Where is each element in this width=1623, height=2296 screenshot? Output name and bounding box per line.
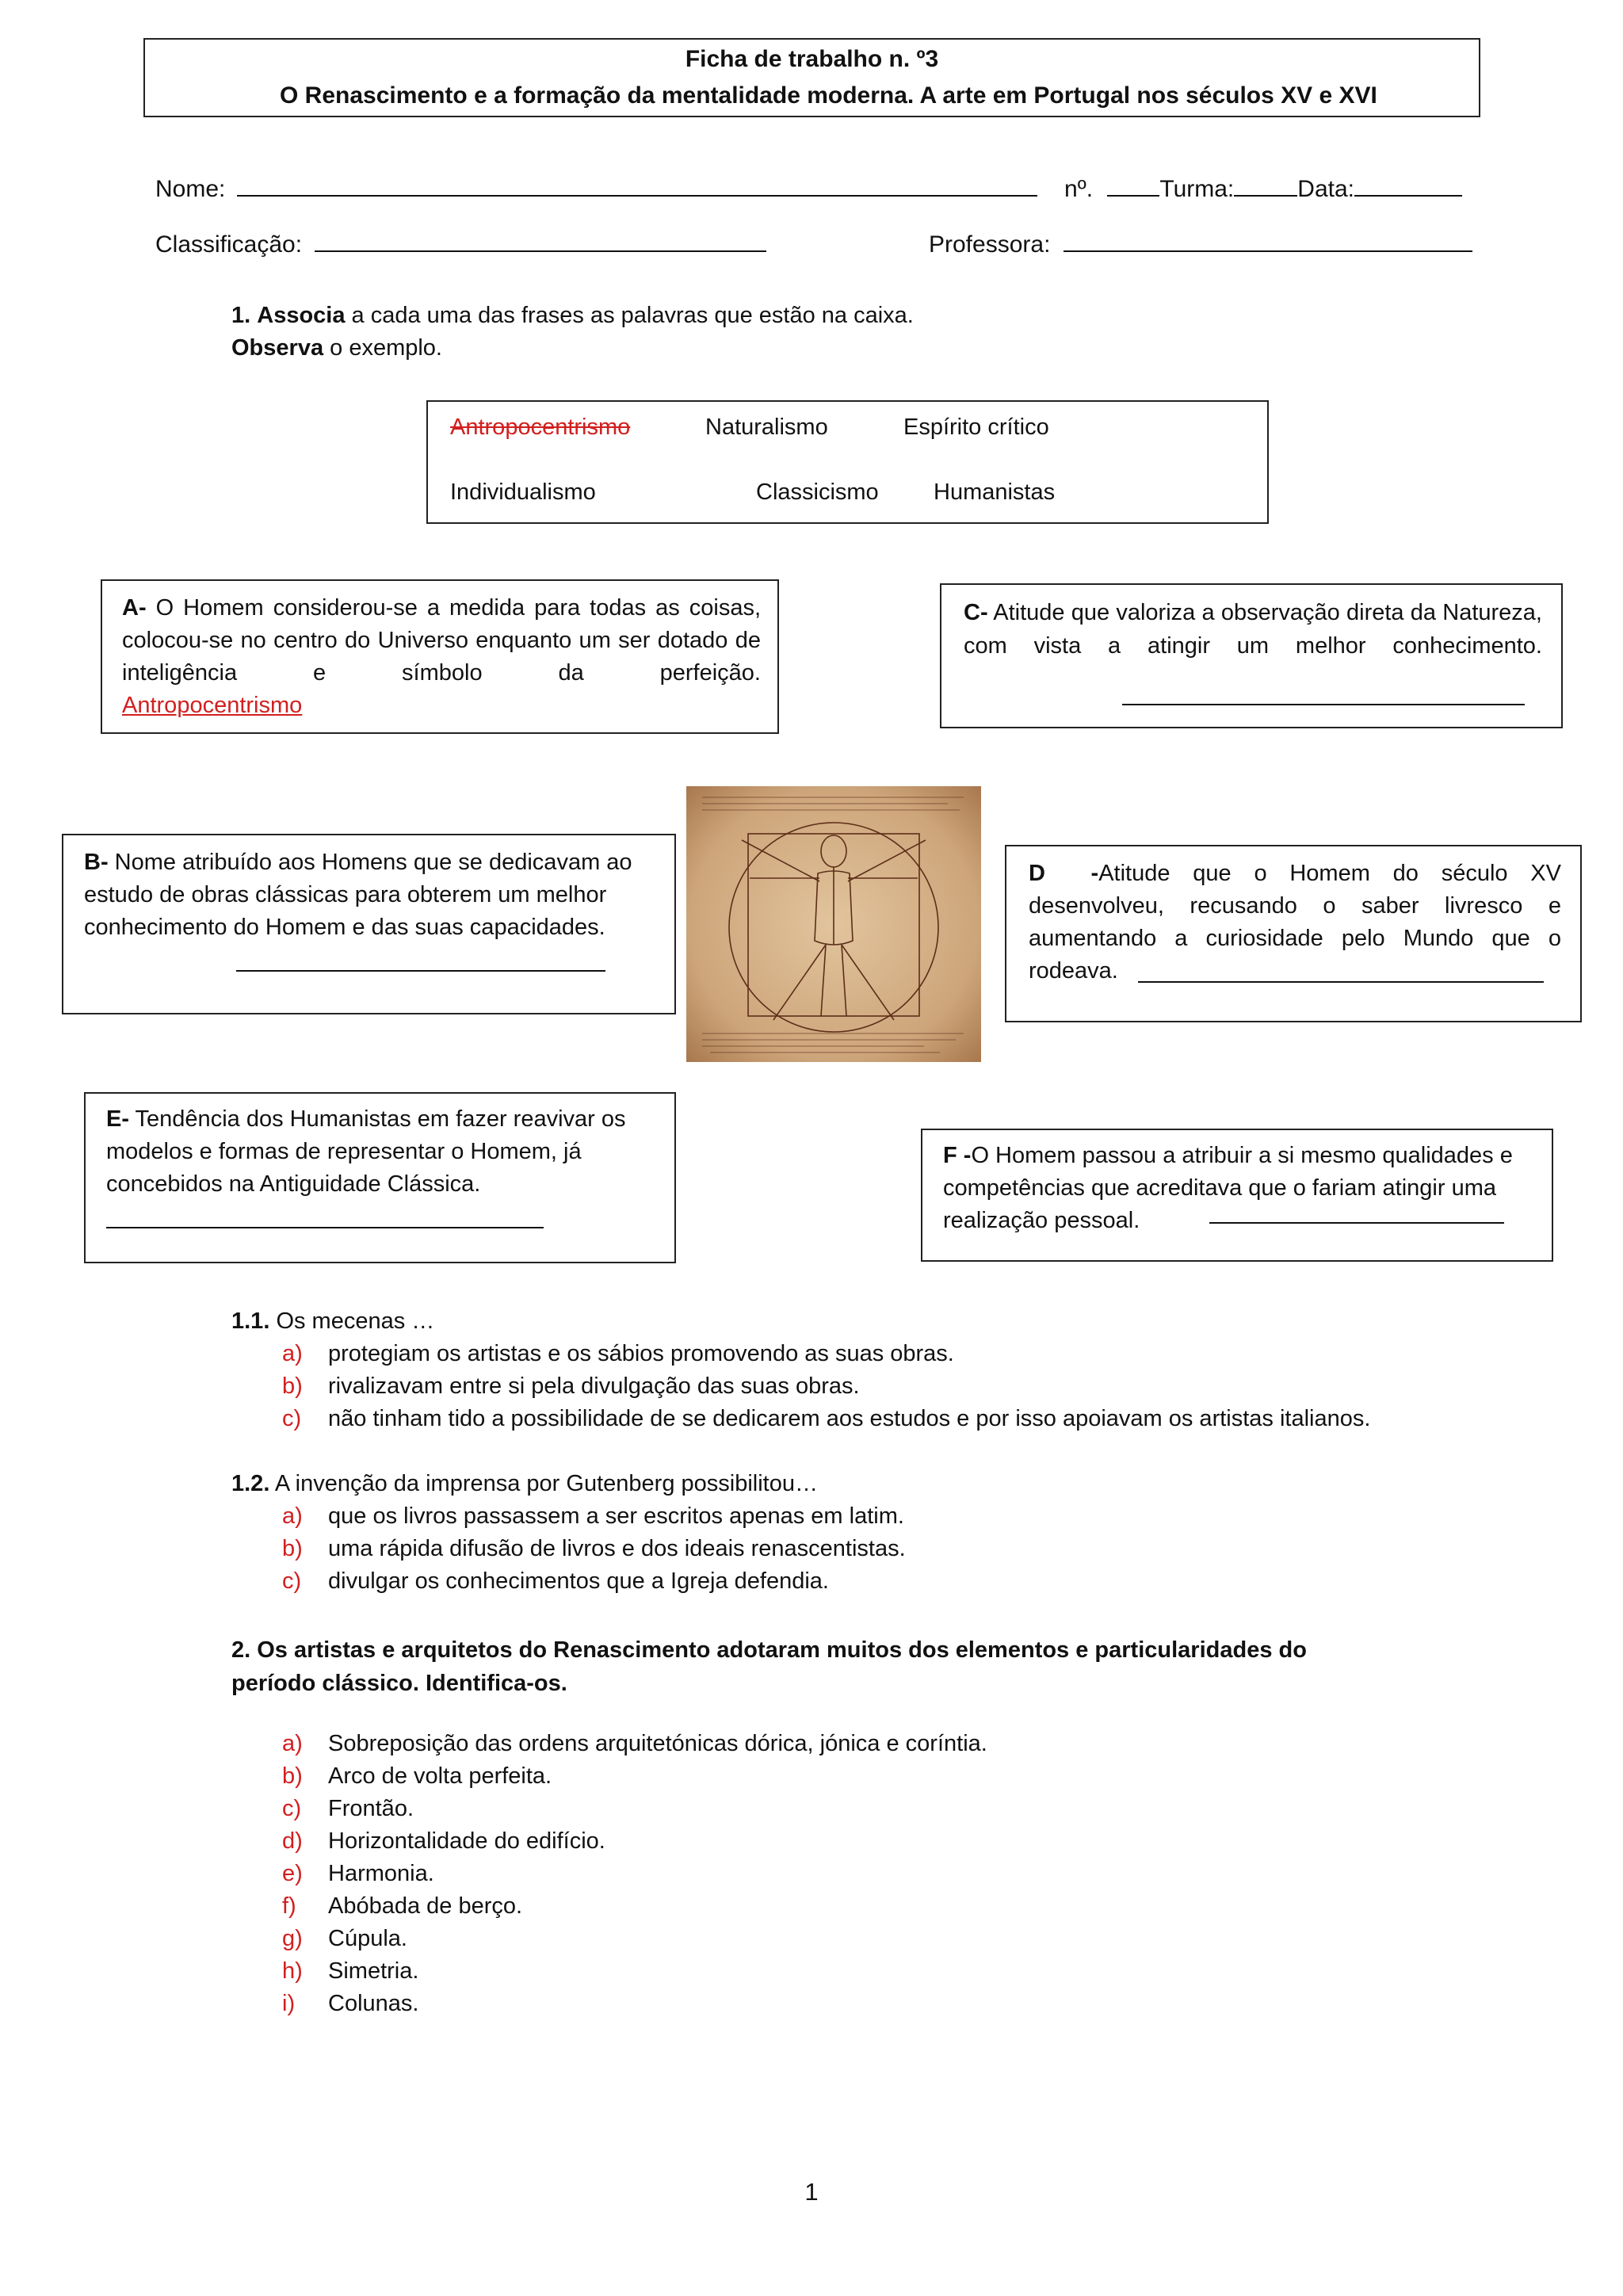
word-humanistas: Humanistas xyxy=(934,479,1056,505)
question-1-2-option-a[interactable]: a) que os livros passassem a ser escritos apenas em latim. xyxy=(282,1503,904,1529)
question-1-1-option-a[interactable]: a) protegiam os artistas e os sábios promovendo as suas obras. xyxy=(282,1341,954,1366)
card-c xyxy=(940,583,1563,728)
card-a-answer: Antropocentrismo xyxy=(122,693,303,718)
page-number: 1 xyxy=(804,2178,819,2206)
card-c-tag: C- xyxy=(964,600,988,625)
question-1-2-option-b[interactable]: b) uma rápida difusão de livros e dos ideais renascentistas. xyxy=(282,1536,906,1561)
word-individualismo: Individualismo xyxy=(450,479,596,505)
card-e-tag: E- xyxy=(106,1106,129,1132)
worksheet-header xyxy=(143,38,1480,117)
class-label: Turma: xyxy=(1159,176,1235,202)
question-1-1-option-b[interactable]: b) rivalizavam entre si pela divulgação das suas obras. xyxy=(282,1373,860,1399)
class-field[interactable] xyxy=(1234,174,1297,197)
grade-row xyxy=(155,230,766,258)
student-info-row xyxy=(155,174,1462,203)
question-1-instructions: 1. Associa a cada uma das frases as palavras que estão na caixa. Observa o exemplo. xyxy=(231,303,914,361)
teacher-field[interactable] xyxy=(1064,230,1472,252)
card-d-text: Atitude que o Homem do século XV desenvolveu, recusando o saber livresco e aumentando a curiosidade pelo Mundo que o rodeava. xyxy=(1029,861,1561,984)
question-2-option-d: d) Horizontalidade do edifício. xyxy=(282,1828,605,1854)
question-2-stem: 2. Os artistas e arquitetos do Renascimento adotaram muitos dos elementos e particularidades do período clássico. Identifica-os. xyxy=(231,1637,1307,1696)
card-f-text: O Homem passou a atribuir a si mesmo qualidades e competências que acreditava que o fariam atingir uma realização pessoal. xyxy=(943,1143,1513,1233)
question-1-1-stem: 1.1. Os mecenas … xyxy=(231,1308,435,1334)
question-1-2-option-c[interactable]: c) divulgar os conhecimentos que a Igreja defendia. xyxy=(282,1568,829,1594)
card-b-tag: B- xyxy=(84,850,109,875)
card-e-answer-field[interactable] xyxy=(106,1206,544,1228)
card-f-answer-field[interactable] xyxy=(1209,1201,1504,1224)
word-classicismo: Classicismo xyxy=(756,479,879,505)
name-label: Nome: xyxy=(155,176,226,202)
question-2-option-a: a) Sobreposição das ordens arquitetónicas dórica, jónica e coríntia. xyxy=(282,1731,987,1756)
card-a-tag: A- xyxy=(122,595,147,621)
card-b-text: Nome atribuído aos Homens que se dedicavam ao estudo de obras clássicas para obterem um melhor conhecimento do Homem e das suas capacidades. xyxy=(84,850,632,940)
card-e xyxy=(84,1092,676,1263)
grade-label: Classificação: xyxy=(155,231,303,258)
question-2-option-c: c) Frontão. xyxy=(282,1796,414,1821)
teacher-row xyxy=(929,230,1472,258)
card-b xyxy=(62,834,676,1014)
question-2-option-i: i) Colunas. xyxy=(282,1991,419,2016)
card-a-text: O Homem considerou-se a medida para todas as coisas, colocou-se no centro do Universo enquanto um ser dotado de inteligência e símbolo da perfeição. xyxy=(122,595,762,686)
question-2-option-g: g) Cúpula. xyxy=(282,1926,407,1951)
card-d xyxy=(1005,845,1582,1022)
question-2-option-e: e) Harmonia. xyxy=(282,1861,434,1886)
card-f xyxy=(921,1129,1553,1262)
question-1-2-stem: 1.2. A invenção da imprensa por Gutenberg possibilitou… xyxy=(231,1471,818,1496)
word-espirito-critico: Espírito crítico xyxy=(903,415,1049,440)
grade-field[interactable] xyxy=(315,230,766,252)
card-f-tag: F - xyxy=(943,1143,972,1168)
question-2-option-f: f) Abóbada de berço. xyxy=(282,1893,523,1919)
card-d-tag: D xyxy=(1029,861,1045,886)
word-box xyxy=(426,400,1269,524)
date-field[interactable] xyxy=(1354,174,1462,197)
card-b-answer-field[interactable] xyxy=(236,949,605,972)
vitruvian-man-image xyxy=(686,786,981,1062)
worksheet-subtitle: O Renascimento e a formação da mentalidade moderna. A arte em Portugal nos séculos XV e XVI xyxy=(280,82,1377,109)
question-2-option-b: b) Arco de volta perfeita. xyxy=(282,1763,552,1789)
card-d-tag-dash: - xyxy=(1090,861,1099,886)
question-2-option-h: h) Simetria. xyxy=(282,1958,419,1984)
card-c-text: Atitude que valoriza a observação direta da Natureza, com vista a atingir um melhor conhecimento. xyxy=(964,600,1542,659)
number-label: nº. xyxy=(1064,176,1094,202)
worksheet-title: Ficha de trabalho n. º3 xyxy=(685,46,939,72)
card-d-answer-field[interactable] xyxy=(1138,961,1544,983)
word-naturalismo: Naturalismo xyxy=(705,415,828,440)
card-e-text: Tendência dos Humanistas em fazer reavivar os modelos e formas de representar o Homem, já concebidos na Antiguidade Clássica. xyxy=(106,1106,626,1197)
card-c-answer-field[interactable] xyxy=(1122,683,1525,705)
date-label: Data: xyxy=(1297,176,1354,202)
vitruvian-man-drawing xyxy=(686,786,981,1062)
teacher-label: Professora: xyxy=(929,231,1051,258)
word-antropocentrismo: Antropocentrismo xyxy=(450,415,631,440)
number-field[interactable] xyxy=(1107,174,1159,197)
name-field[interactable] xyxy=(237,174,1037,197)
question-1-1-option-c[interactable]: c) não tinham tido a possibilidade de se dedicarem aos estudos e por isso apoiavam os artistas italianos. xyxy=(282,1406,1371,1431)
card-a xyxy=(101,579,779,734)
